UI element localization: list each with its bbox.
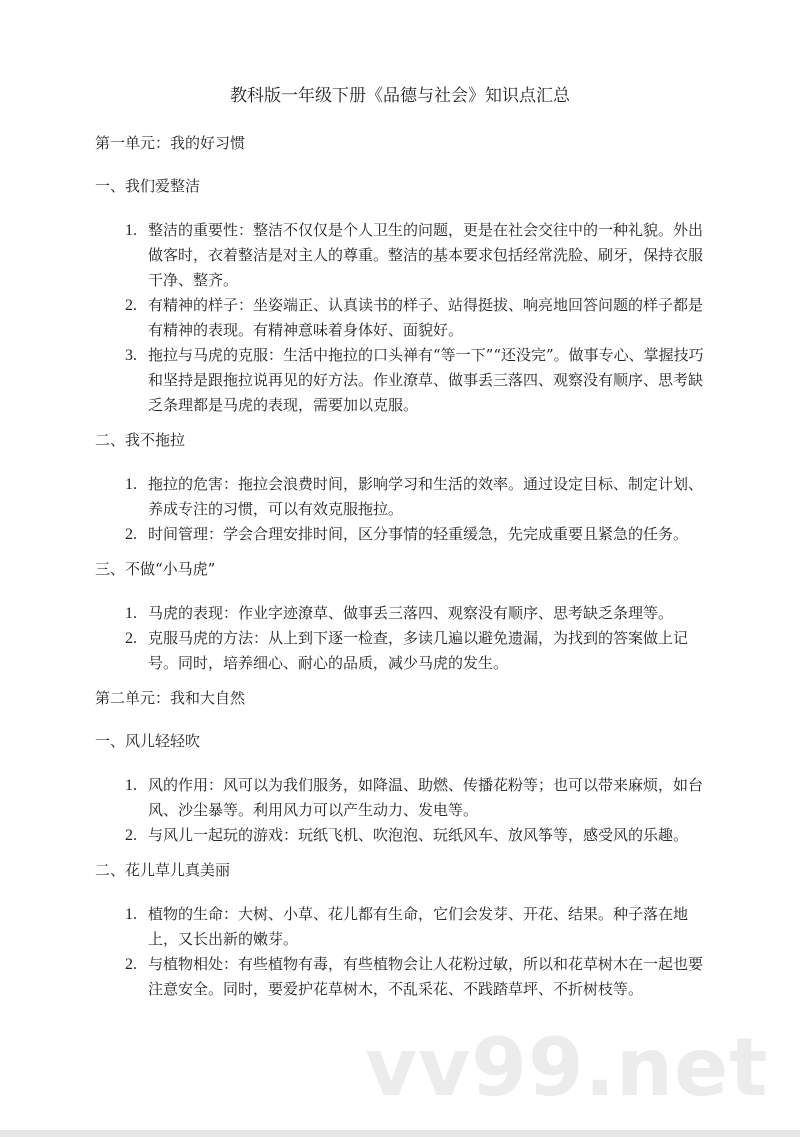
list-item xyxy=(95,952,713,1002)
list-item xyxy=(95,773,713,823)
list-item xyxy=(95,343,713,418)
list-number: 3. xyxy=(125,347,137,364)
list-item-text: 有精神的样子：坐姿端正、认真读书的样子、站得挺拔、响亮地回答问题的样子都是有精神的表现。有精神意味着身体好、面貌好。 xyxy=(148,296,704,339)
document-body xyxy=(95,131,735,1012)
section-heading: 一、风儿轻轻吹 xyxy=(95,732,201,750)
list-item-text: 与风儿一起玩的游戏：玩纸飞机、吹泡泡、玩纸风车、放风筝等，感受风的乐趣。 xyxy=(148,826,689,844)
list-item-text: 拖拉与马虎的克服：生活中拖拉的口头禅有“等一下”“还没完”。做事专心、掌握技巧和坚持是跟拖拉说再见的好方法。作业潦草、做事丢三落四、观察没有顺序、思考缺乏条理都是马虎的表现，需要加以克服。 xyxy=(148,346,704,414)
list-item-text: 与植物相处：有些植物有毒，有些植物会让人花粉过敏，所以和花草树木在一起也要注意安全。同时，要爱护花草树木，不乱采花、不践踏草坪、不折树枝等。 xyxy=(148,955,704,998)
numbered-list xyxy=(95,902,735,1002)
list-number: 1. xyxy=(125,906,137,923)
list-item-text: 整洁的重要性：整洁不仅仅是个人卫生的问题，更是在社会交往中的一种礼貌。外出做客时，衣着整洁是对主人的尊重。整洁的基本要求包括经常洗脸、刷牙，保持衣服干净、整齐。 xyxy=(148,221,704,289)
list-item-text: 马虎的表现：作业字迹潦草、做事丢三落四、观察没有顺序、思考缺乏条理等。 xyxy=(148,604,674,622)
numbered-list xyxy=(95,218,735,418)
list-item-text: 植物的生命：大树、小草、花儿都有生命，它们会发芽、开花、结果。种子落在地上，又长出新的嫩芽。 xyxy=(148,905,689,948)
document-title: 教科版一年级下册《品德与社会》知识点汇总 xyxy=(230,86,570,106)
list-item xyxy=(95,601,713,626)
list-item-text: 风的作用：风可以为我们服务，如降温、助燃、传播花粉等；也可以带来麻烦，如台风、沙尘暴等。利用风力可以产生动力、发电等。 xyxy=(148,776,704,819)
list-item xyxy=(95,293,713,343)
list-number: 2. xyxy=(125,956,137,973)
list-item-text: 时间管理：学会合理安排时间，区分事情的轻重缓急，先完成重要且紧急的任务。 xyxy=(148,525,689,543)
list-number: 1. xyxy=(125,476,137,493)
section-heading: 二、花儿草儿真美丽 xyxy=(95,861,231,879)
list-number: 1. xyxy=(125,777,137,794)
numbered-list xyxy=(95,601,735,676)
list-item-text: 拖拉的危害：拖拉会浪费时间，影响学习和生活的效率。通过设定目标、制定计划、养成专注的习惯，可以有效克服拖拉。 xyxy=(148,475,704,518)
list-number: 1. xyxy=(125,605,137,622)
list-item xyxy=(95,522,713,547)
list-item-text: 克服马虎的方法：从上到下逐一检查，多读几遍以避免遗漏，为找到的答案做上记号。同时，培养细心、耐心的品质，减少马虎的发生。 xyxy=(148,629,689,672)
unit-heading: 第一单元：我的好习惯 xyxy=(95,134,246,152)
section-heading: 三、不做“小马虎” xyxy=(95,560,216,578)
list-number: 2. xyxy=(125,526,137,543)
list-number: 2. xyxy=(125,630,137,647)
list-number: 2. xyxy=(125,827,137,844)
list-item xyxy=(95,472,713,522)
numbered-list xyxy=(95,472,735,547)
section-heading: 二、我不拖拉 xyxy=(95,431,186,449)
list-item xyxy=(95,823,713,848)
list-item xyxy=(95,218,713,293)
list-number: 2. xyxy=(125,297,137,314)
list-item xyxy=(95,626,713,676)
watermark: vv99.net xyxy=(365,1021,769,1114)
list-item xyxy=(95,902,713,952)
list-number: 1. xyxy=(125,222,137,239)
section-heading: 一、我们爱整洁 xyxy=(95,177,201,195)
unit-heading: 第二单元：我和大自然 xyxy=(95,689,246,707)
page-bottom-edge xyxy=(0,1130,800,1137)
numbered-list xyxy=(95,773,735,848)
